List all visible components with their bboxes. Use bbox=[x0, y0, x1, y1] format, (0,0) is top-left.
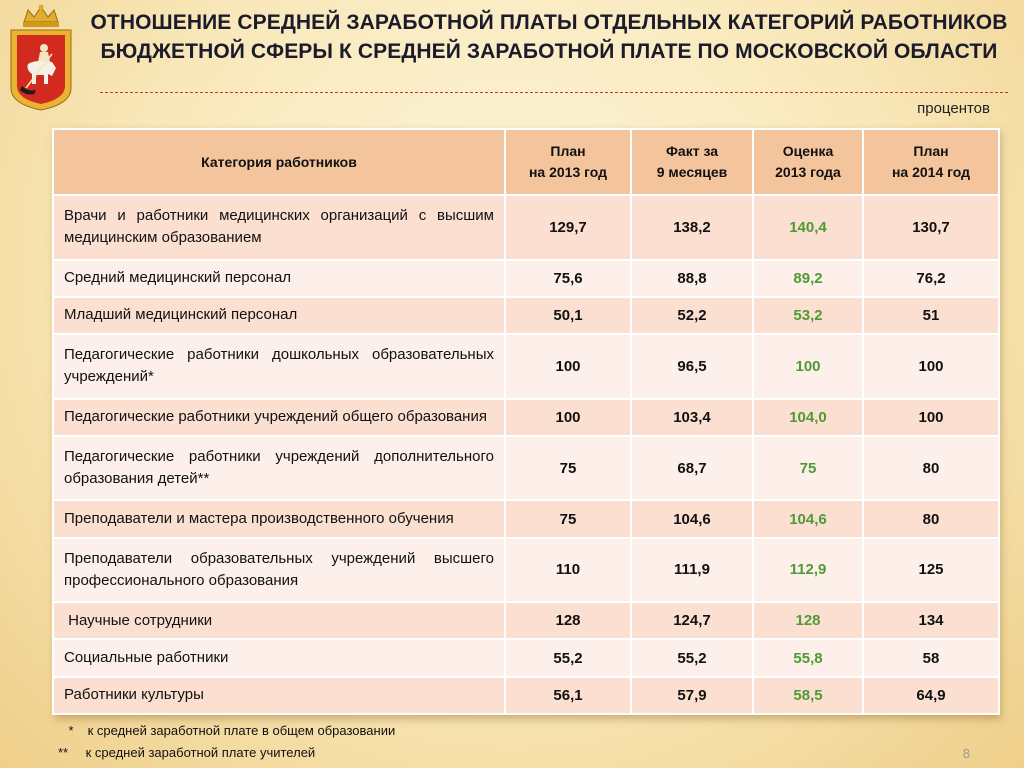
title-line-2: БЮДЖЕТНОЙ СФЕРЫ К СРЕДНЕЙ ЗАРАБОТНОЙ ПЛАТЕ ПО МОСКОВСКОЙ ОБЛАСТИ bbox=[100, 40, 998, 63]
header-sublabel: 2013 года bbox=[775, 164, 841, 180]
estimate-2013-cell: 100 bbox=[753, 334, 863, 399]
title-divider bbox=[100, 92, 1008, 93]
header-label: План bbox=[550, 143, 586, 159]
plan-2013-cell: 50,1 bbox=[505, 297, 631, 334]
plan-2014-cell: 100 bbox=[863, 399, 999, 436]
plan-2013-cell: 129,7 bbox=[505, 195, 631, 260]
footnote-mark: ** bbox=[58, 745, 69, 760]
fact-9m-cell: 57,9 bbox=[631, 677, 753, 714]
category-cell: Младший медицинский персонал bbox=[53, 297, 505, 334]
header-label: Факт за bbox=[665, 143, 719, 159]
category-cell: Научные сотрудники bbox=[53, 602, 505, 639]
category-cell: Работники культуры bbox=[53, 677, 505, 714]
page-number: 8 bbox=[962, 746, 970, 761]
fact-9m-cell: 138,2 bbox=[631, 195, 753, 260]
header-plan-2014 bbox=[863, 129, 999, 195]
header-plan-2013 bbox=[505, 129, 631, 195]
title-line-1: ОТНОШЕНИЕ СРЕДНЕЙ ЗАРАБОТНОЙ ПЛАТЫ ОТДЕЛЬНЫХ КАТЕГОРИЙ РАБОТНИКОВ bbox=[90, 11, 1008, 34]
plan-2013-cell: 56,1 bbox=[505, 677, 631, 714]
category-cell: Преподаватели и мастера производственного обучения bbox=[53, 500, 505, 537]
header-sublabel: на 2014 год bbox=[891, 164, 971, 180]
plan-2014-cell: 80 bbox=[863, 436, 999, 501]
estimate-2013-cell: 58,5 bbox=[753, 677, 863, 714]
estimate-2013-cell: 75 bbox=[753, 436, 863, 501]
plan-2014-cell: 80 bbox=[863, 500, 999, 537]
estimate-2013-cell: 104,0 bbox=[753, 399, 863, 436]
fact-9m-cell: 68,7 bbox=[631, 436, 753, 501]
plan-2013-cell: 100 bbox=[505, 399, 631, 436]
category-cell: Преподаватели образовательных учреждений высшего профессионального образования bbox=[53, 538, 505, 603]
header-estimate-2013 bbox=[753, 129, 863, 195]
fact-9m-cell: 104,6 bbox=[631, 500, 753, 537]
plan-2014-cell: 76,2 bbox=[863, 260, 999, 297]
plan-2014-cell: 51 bbox=[863, 297, 999, 334]
plan-2013-cell: 128 bbox=[505, 602, 631, 639]
estimate-2013-cell: 128 bbox=[753, 602, 863, 639]
fact-9m-cell: 96,5 bbox=[631, 334, 753, 399]
header-sublabel: на 2013 год bbox=[528, 164, 608, 180]
footnote-2 bbox=[58, 745, 315, 760]
estimate-2013-cell: 140,4 bbox=[753, 195, 863, 260]
category-cell: Педагогические работники учреждений общего образования bbox=[53, 399, 505, 436]
table-row bbox=[53, 639, 999, 676]
plan-2014-cell: 100 bbox=[863, 334, 999, 399]
fact-9m-cell: 111,9 bbox=[631, 538, 753, 603]
plan-2013-cell: 75 bbox=[505, 500, 631, 537]
estimate-2013-cell: 55,8 bbox=[753, 639, 863, 676]
header-fact-9-months bbox=[631, 129, 753, 195]
category-cell: Социальные работники bbox=[53, 639, 505, 676]
table-row bbox=[53, 297, 999, 334]
footnote-text: к средней заработной плате в общем образовании bbox=[87, 723, 396, 738]
header-label: План bbox=[913, 143, 949, 159]
plan-2013-cell: 75 bbox=[505, 436, 631, 501]
salary-ratio-table bbox=[52, 128, 998, 715]
header-category bbox=[53, 129, 505, 195]
plan-2014-cell: 130,7 bbox=[863, 195, 999, 260]
table-row bbox=[53, 677, 999, 714]
table-row bbox=[53, 334, 999, 399]
header-sublabel: 9 месяцев bbox=[656, 164, 728, 180]
estimate-2013-cell: 104,6 bbox=[753, 500, 863, 537]
footnote-1 bbox=[58, 723, 395, 738]
plan-2013-cell: 100 bbox=[505, 334, 631, 399]
estimate-2013-cell: 112,9 bbox=[753, 538, 863, 603]
fact-9m-cell: 52,2 bbox=[631, 297, 753, 334]
header-label: Оценка bbox=[782, 143, 834, 159]
table-row bbox=[53, 399, 999, 436]
plan-2013-cell: 75,6 bbox=[505, 260, 631, 297]
plan-2014-cell: 125 bbox=[863, 538, 999, 603]
footnote-mark: * bbox=[68, 723, 74, 738]
coat-of-arms-icon bbox=[6, 4, 76, 112]
fact-9m-cell: 55,2 bbox=[631, 639, 753, 676]
estimate-2013-cell: 89,2 bbox=[753, 260, 863, 297]
plan-2014-cell: 134 bbox=[863, 602, 999, 639]
page-title bbox=[84, 8, 1014, 66]
fact-9m-cell: 124,7 bbox=[631, 602, 753, 639]
table-row bbox=[53, 260, 999, 297]
category-cell: Педагогические работники дошкольных образовательных учреждений* bbox=[53, 334, 505, 399]
unit-label: процентов bbox=[917, 100, 990, 117]
table-header-row bbox=[53, 129, 999, 195]
table-row bbox=[53, 436, 999, 501]
header-label: Категория работников bbox=[201, 153, 357, 170]
category-cell: Педагогические работники учреждений дополнительного образования детей** bbox=[53, 436, 505, 501]
table-row bbox=[53, 500, 999, 537]
plan-2013-cell: 55,2 bbox=[505, 639, 631, 676]
fact-9m-cell: 88,8 bbox=[631, 260, 753, 297]
fact-9m-cell: 103,4 bbox=[631, 399, 753, 436]
plan-2014-cell: 58 bbox=[863, 639, 999, 676]
plan-2013-cell: 110 bbox=[505, 538, 631, 603]
category-cell: Врачи и работники медицинских организаций с высшим медицинским образованием bbox=[53, 195, 505, 260]
table-row bbox=[53, 602, 999, 639]
estimate-2013-cell: 53,2 bbox=[753, 297, 863, 334]
plan-2014-cell: 64,9 bbox=[863, 677, 999, 714]
footnote-text: к средней заработной плате учителей bbox=[85, 745, 316, 760]
table-row bbox=[53, 195, 999, 260]
category-cell: Средний медицинский персонал bbox=[53, 260, 505, 297]
table-row bbox=[53, 538, 999, 603]
